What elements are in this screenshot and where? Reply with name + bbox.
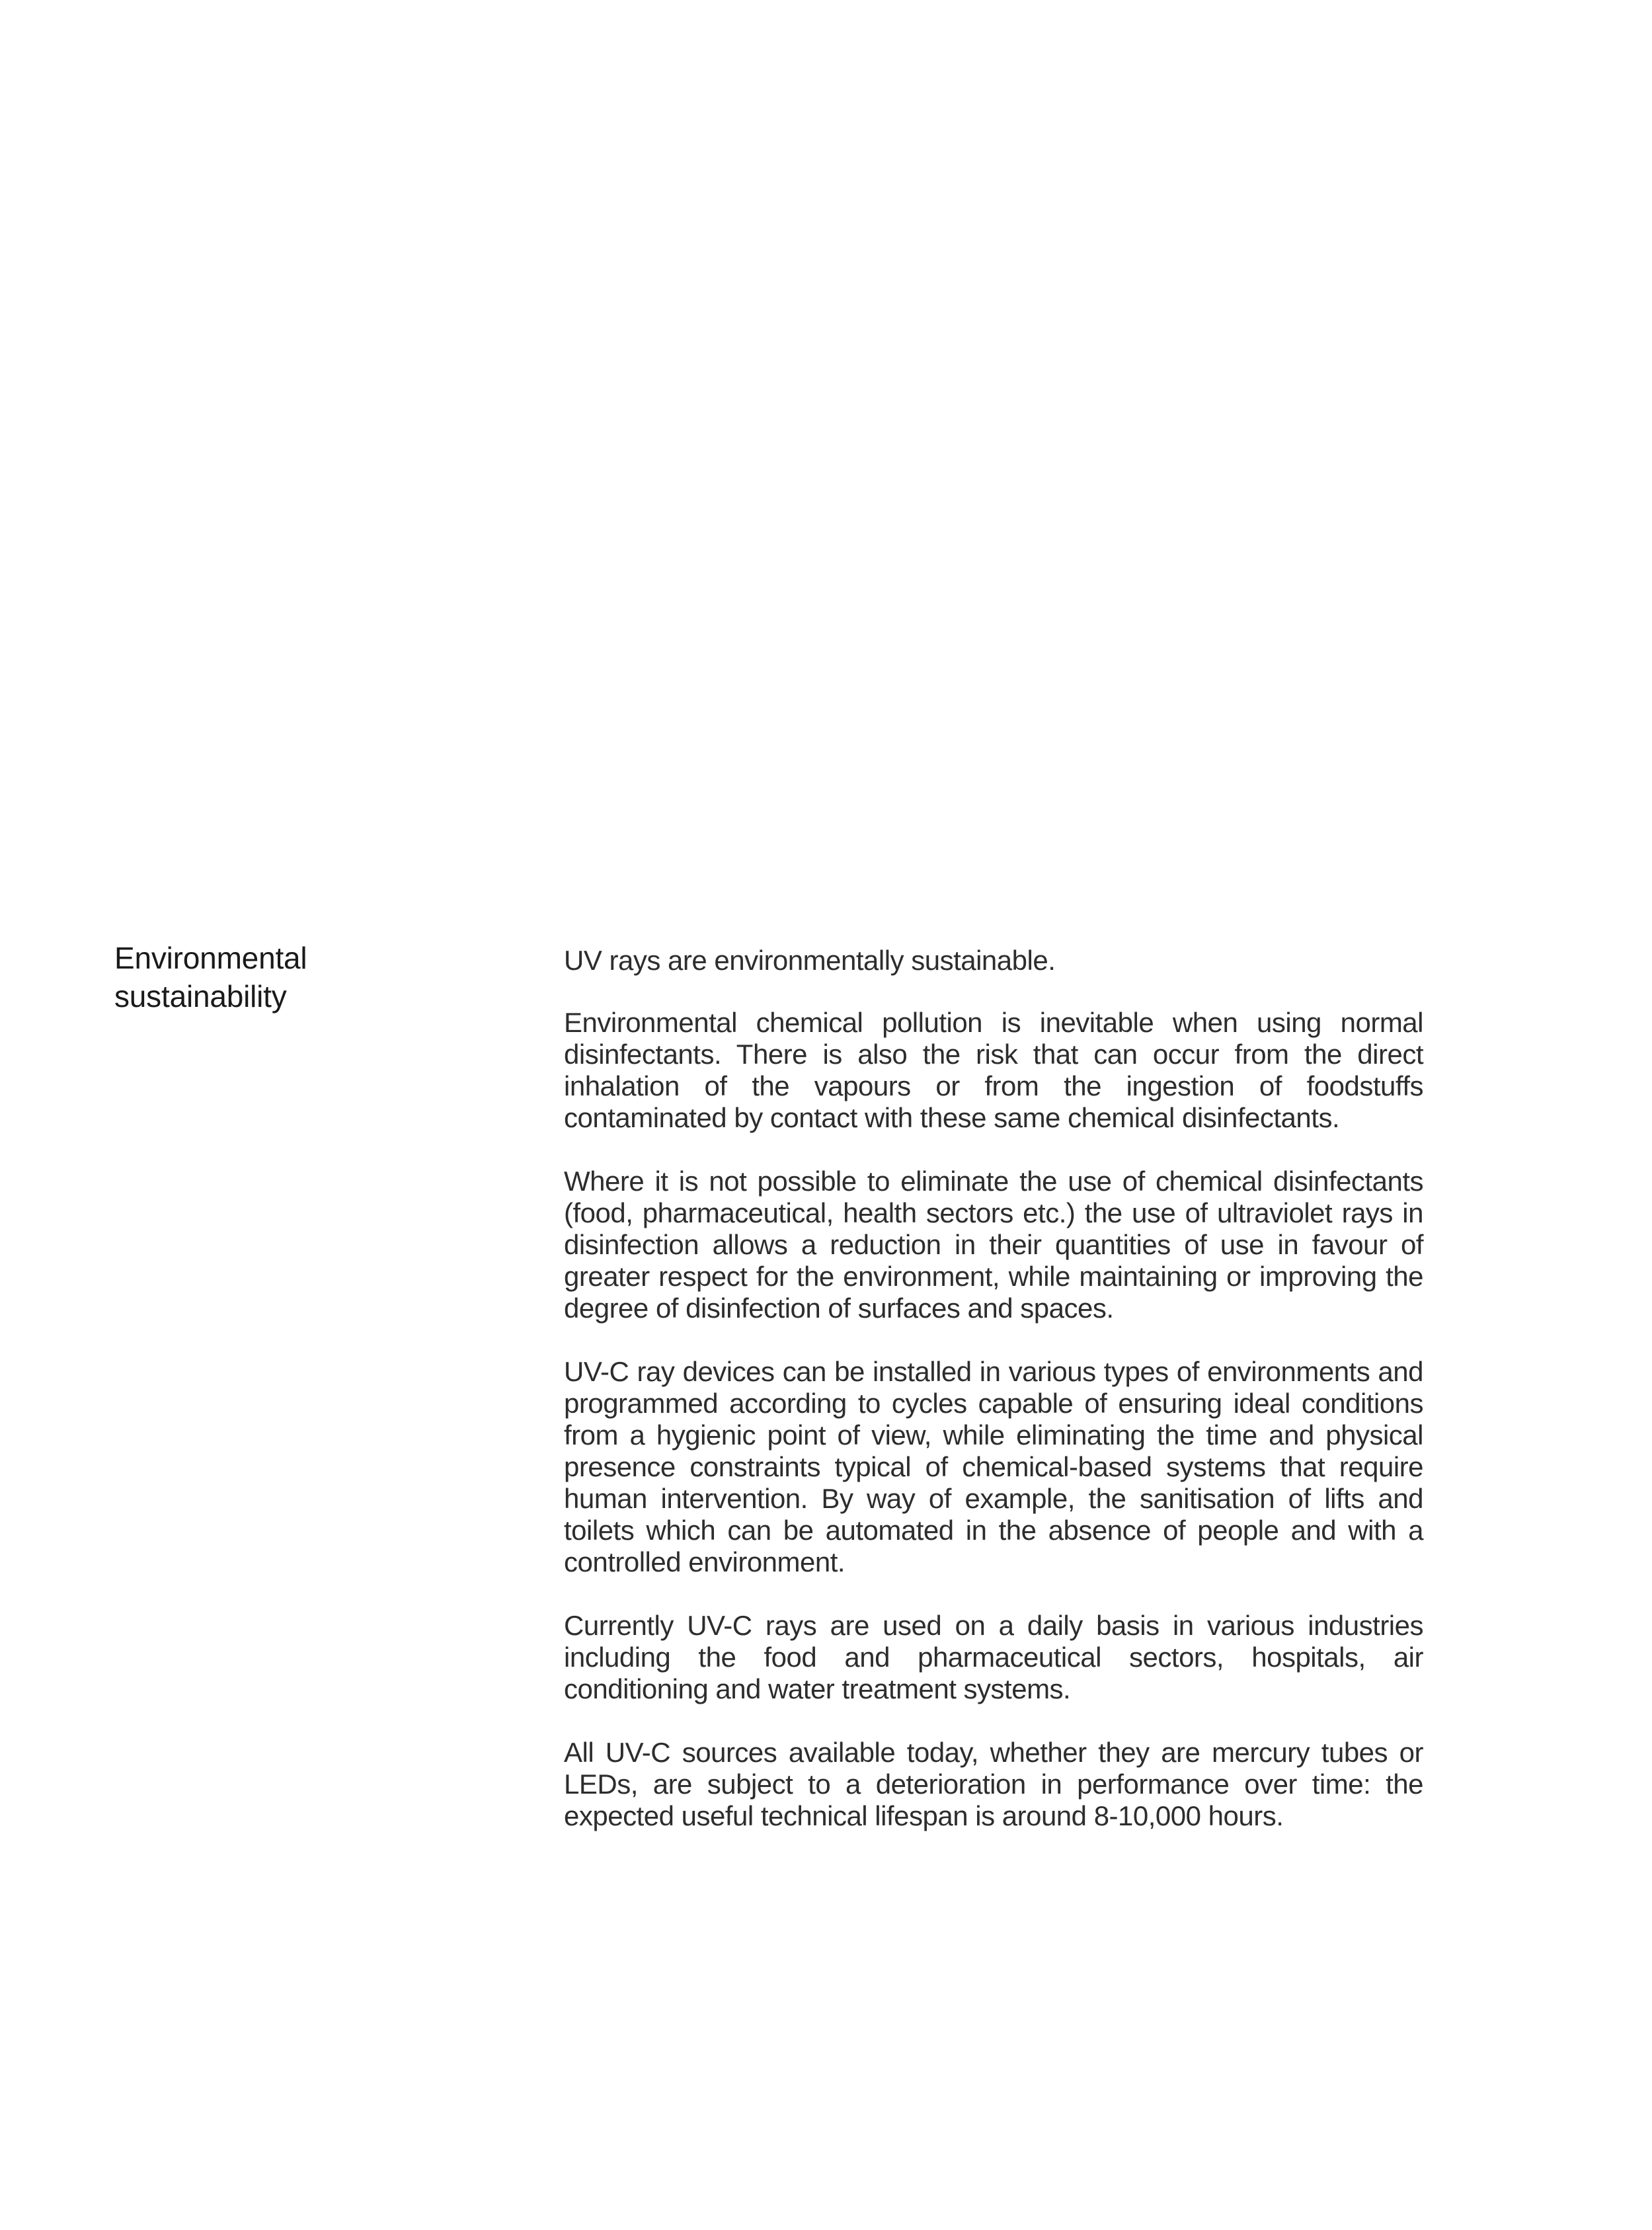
paragraph-intro: UV rays are environmentally sustainable. xyxy=(564,945,1056,976)
section-heading xyxy=(114,939,485,1015)
section-heading-line-2: sustainability xyxy=(114,979,287,1014)
section-heading-line-1: Environmental xyxy=(114,941,307,975)
paragraph-current-uses: Currently UV-C rays are used on a daily basis in various industries including the food and pharmaceutical sectors, hospitals, air conditioning and water treatment systems. xyxy=(564,1610,1423,1704)
paragraph-uvc-devices: UV-C ray devices can be installed in various types of environments and programmed according to cycles capable of ensuring ideal conditions from a hygienic point of view, while eliminating the time and physical presence constraints typical of chemical-based systems that require human intervention. By way of example, the sanitisation of lifts and toilets which can be automated in the absence of people and with a controlled environment. xyxy=(564,1356,1423,1577)
paragraph-chemical-pollution: Environmental chemical pollution is inevitable when using normal disinfectants. There is also the risk that can occur from the direct inhalation of the vapours or from the ingestion of foodstuffs contaminated by contact with these same chemical disinfectants. xyxy=(564,1007,1423,1133)
paragraph-reduction-of-chemicals: Where it is not possible to eliminate the use of chemical disinfectants (food, pharmaceutical, health sectors etc.) the use of ultraviolet rays in disinfection allows a reduction in their quantities of use in favour of greater respect for the environment, while maintaining or improving the degree of disinfection of surfaces and spaces. xyxy=(564,1166,1423,1324)
body-text-column xyxy=(564,945,1423,1864)
paragraph-lifespan: All UV-C sources available today, whether they are mercury tubes or LEDs, are subject to a deterioration in performance over time: the expected useful technical lifespan is around 8-10,000 hours. xyxy=(564,1737,1423,1831)
